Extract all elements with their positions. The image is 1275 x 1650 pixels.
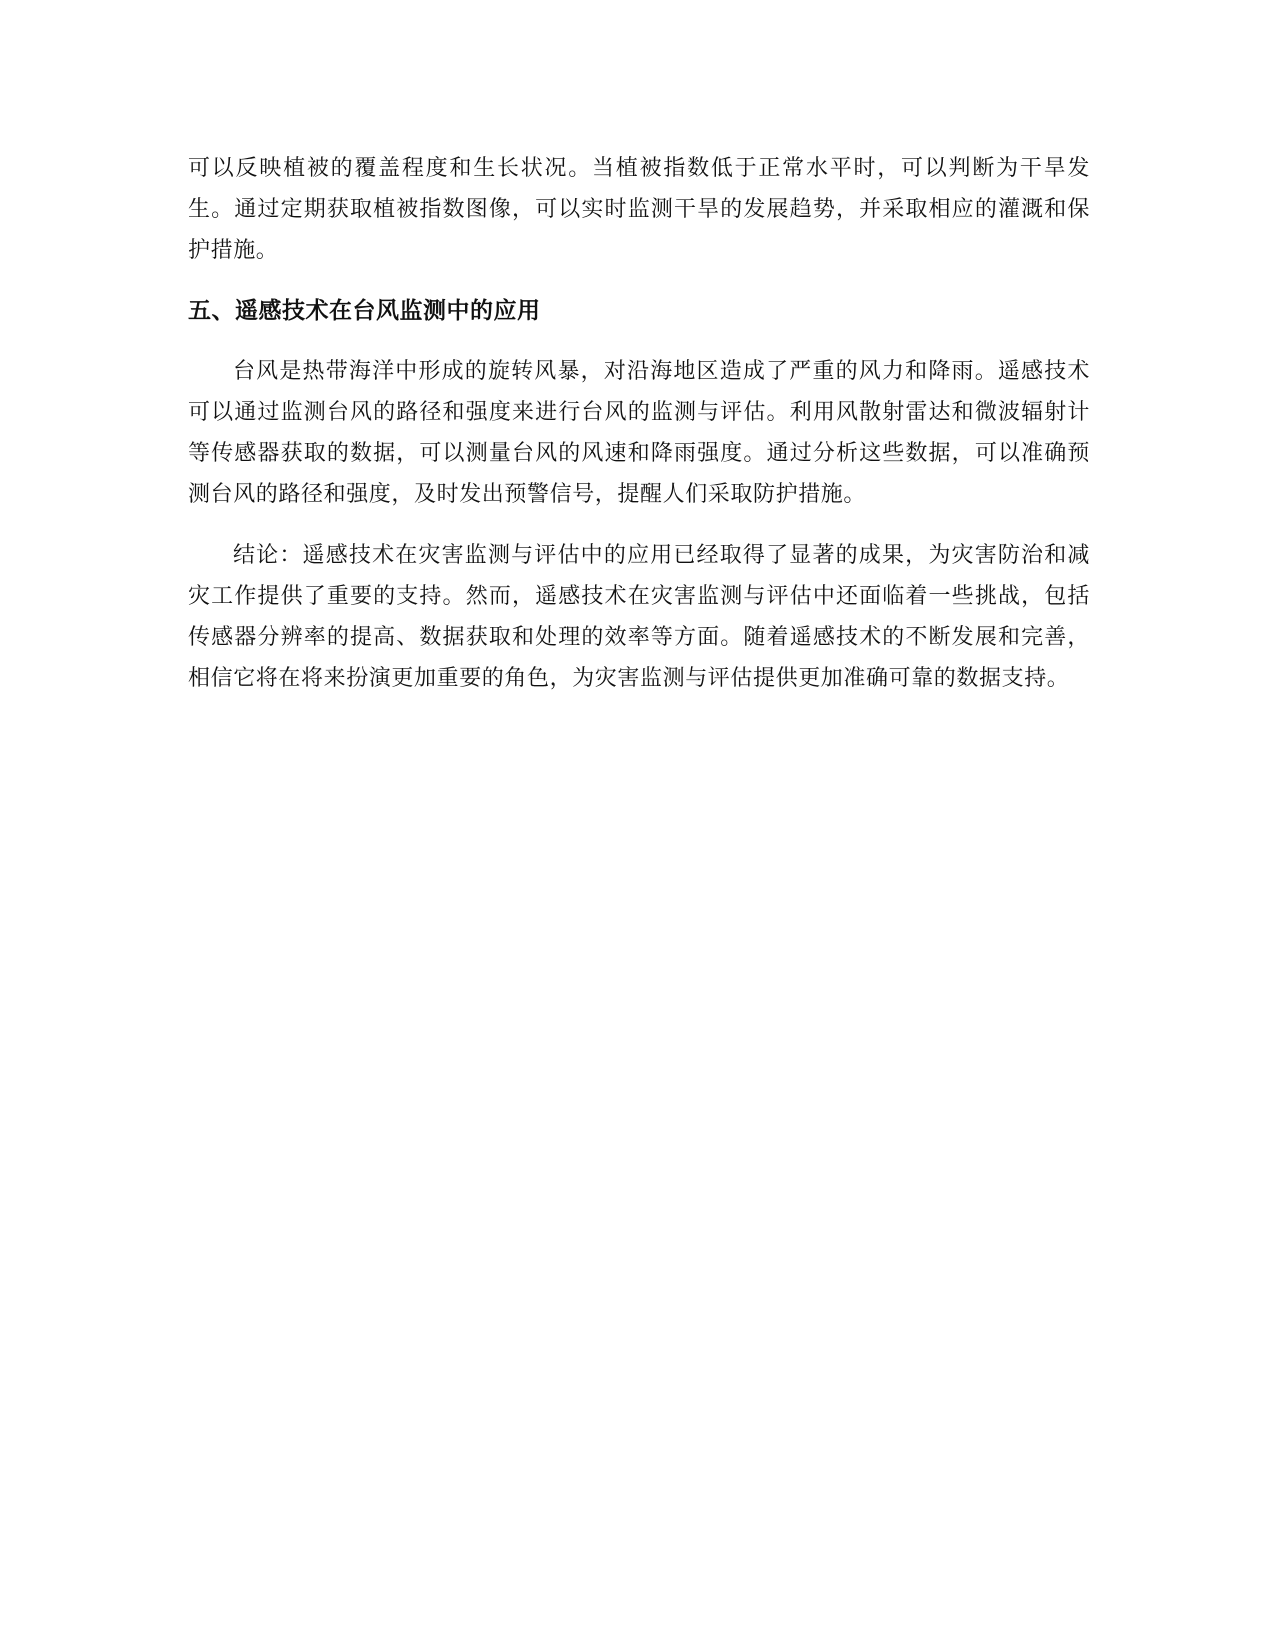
intro-paragraph: 可以反映植被的覆盖程度和生长状况。当植被指数低于正常水平时，可以判断为干旱发生。通过定期获取植被指数图像，可以实时监测干旱的发展趋势，并采取相应的灌溉和保护措施。	[188, 156, 1090, 263]
conclusion-paragraph: 结论：遥感技术在灾害监测与评估中的应用已经取得了显著的成果，为灾害防治和减灾工作提供了重要的支持。然而，遥感技术在灾害监测与评估中还面临着一些挑战，包括传感器分辨率的提高、数据获取和处理的效率等方面。随着遥感技术的不断发展和完善，相信它将在将来扮演更加重要的角色，为灾害监测与评估提供更加准确可靠的数据支持。	[188, 543, 1090, 691]
typhoon-paragraph: 台风是热带海洋中形成的旋转风暴，对沿海地区造成了严重的风力和降雨。遥感技术可以通过监测台风的路径和强度来进行台风的监测与评估。利用风散射雷达和微波辐射计等传感器获取的数据，可以测量台风的风速和降雨强度。通过分析这些数据，可以准确预测台风的路径和强度，及时发出预警信号，提醒人们采取防护措施。	[188, 359, 1090, 507]
document-page	[188, 148, 1090, 699]
section-heading: 五、遥感技术在台风监测中的应用	[188, 298, 541, 324]
